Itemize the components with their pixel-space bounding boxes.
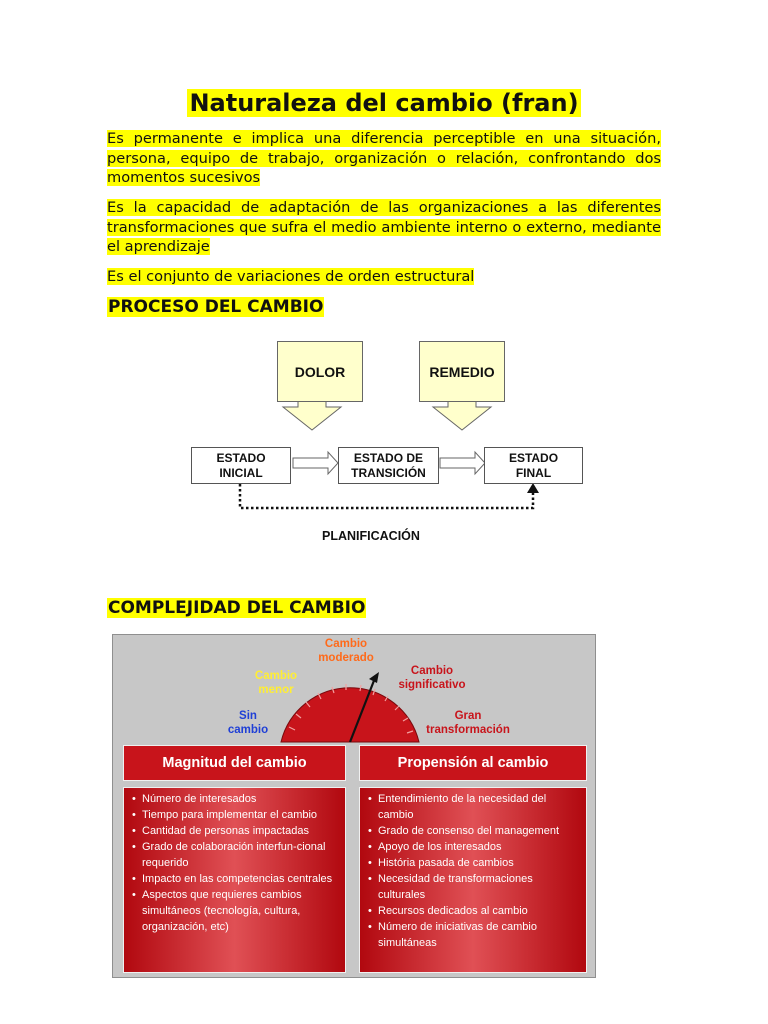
list-item: • Apoyo de los interesados [368, 839, 582, 855]
complexity-panel [112, 634, 596, 978]
planning-label: PLANIFICACIÓN [322, 529, 420, 543]
column-body-magnitud [123, 787, 346, 973]
gauge-label-sin: Sin cambio [227, 710, 269, 736]
right-arrow-1 [293, 452, 338, 474]
paragraph-2: Es la capacidad de adaptación de las organizaciones a las diferentes transformaciones que sufra el medio ambiente interno o externo, mediante el aprendizaje [107, 199, 661, 255]
list-item: • Grado de consenso del management [368, 823, 582, 839]
list-item: • História pasada de cambios [368, 855, 582, 871]
planning-arrowhead [527, 483, 539, 493]
list-item: • Número de iniciativas de cambio simultáneas [368, 919, 582, 951]
section-heading-proceso: PROCESO DEL CAMBIO [108, 297, 324, 317]
list-item: • Grado de colaboración interfun-cional requerido [132, 839, 341, 871]
list-item: • Número de interesados [132, 791, 341, 807]
paragraph-1: Es permanente e implica una diferencia perceptible en una situación, persona, equipo de trabajo, organización o relación, confrontando dos momentos sucesivos [107, 130, 661, 186]
list-magnitud [124, 788, 345, 935]
planning-dotted-line [240, 484, 533, 508]
down-arrow-dolor [283, 401, 341, 430]
list-item: • Aspectos que requieres cambios simultáneos (tecnología, cultura, organización, etc) [132, 887, 341, 935]
list-propension [360, 788, 586, 951]
cause-box-remedio: REMEDIO [419, 341, 505, 402]
list-item: • Recursos dedicados al cambio [368, 903, 582, 919]
state-box-final: ESTADO FINAL [484, 447, 583, 484]
list-item: • Necesidad de transformaciones culturales [368, 871, 582, 903]
page-title: Naturaleza del cambio (fran) [189, 89, 579, 117]
column-header-magnitud: Magnitud del cambio [123, 745, 346, 781]
list-item: • Impacto en las competencias centrales [132, 871, 341, 887]
list-item: • Entendimiento de la necesidad del cambio [368, 791, 582, 823]
right-arrow-2 [440, 452, 485, 474]
list-item: • Tiempo para implementar el cambio [132, 807, 341, 823]
down-arrow-remedio [433, 401, 491, 430]
list-item: • Cantidad de personas impactadas [132, 823, 341, 839]
paragraph-3: Es el conjunto de variaciones de orden estructural [107, 268, 475, 285]
column-body-propension [359, 787, 587, 973]
column-header-propension: Propensión al cambio [359, 745, 587, 781]
gauge-label-significativo: Cambio significativo [398, 665, 466, 691]
cause-box-dolor: DOLOR [277, 341, 363, 402]
gauge-label-moderado: Cambio moderado [318, 638, 374, 664]
state-box-inicial: ESTADO INICIAL [191, 447, 291, 484]
section-heading-complejidad: COMPLEJIDAD DEL CAMBIO [108, 598, 366, 618]
gauge-label-menor: Cambio menor [254, 670, 298, 696]
gauge-label-gran: Gran transformación [426, 710, 510, 736]
state-box-transicion: ESTADO DE TRANSICIÓN [338, 447, 439, 484]
